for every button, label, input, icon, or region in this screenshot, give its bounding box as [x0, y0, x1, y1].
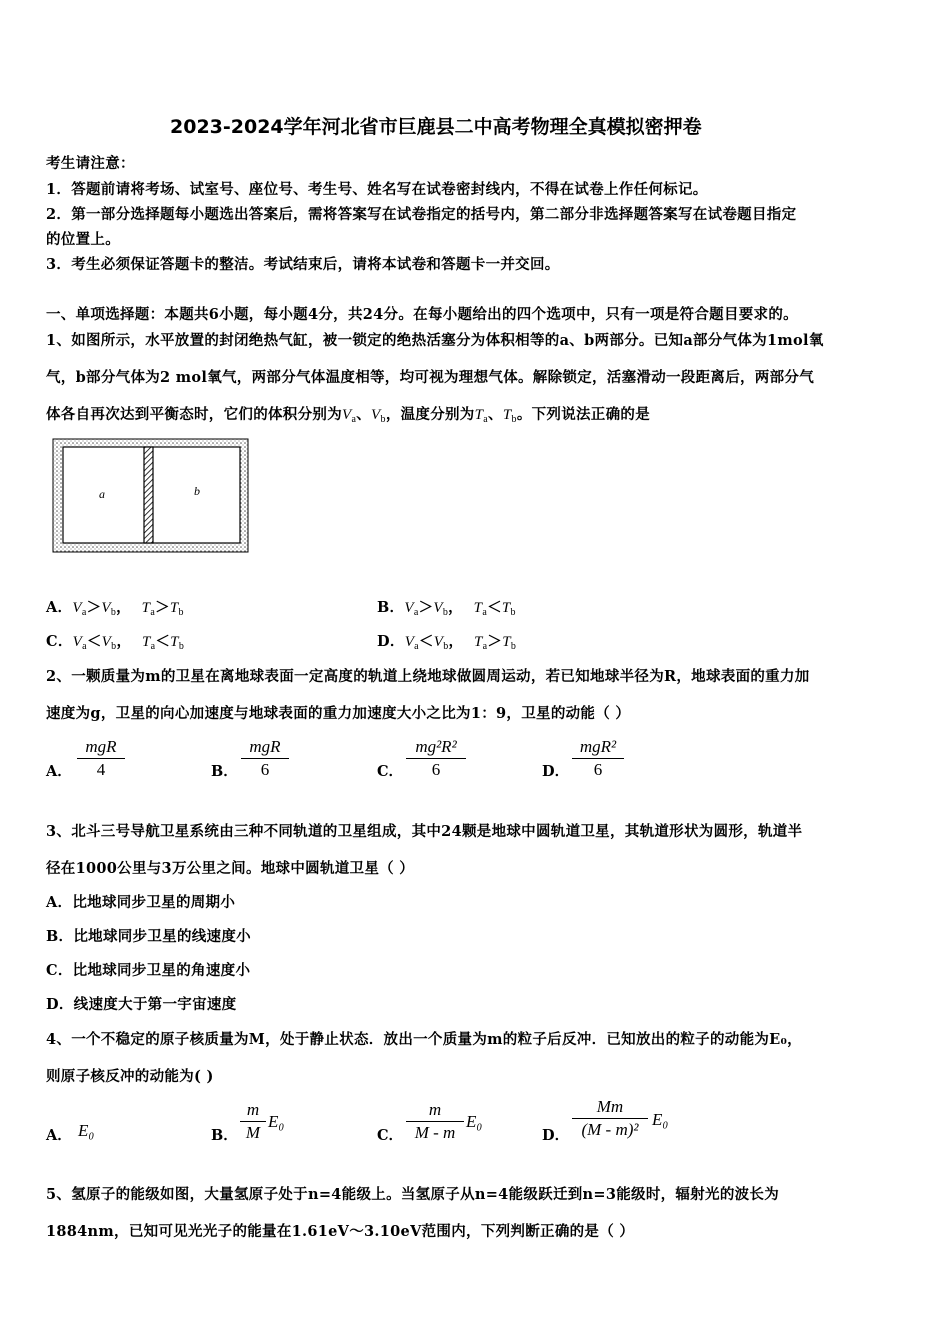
cylinder-figure	[52, 438, 250, 554]
label-b: b	[194, 484, 200, 498]
q2-option-d-formula: mgR² 6	[572, 737, 624, 780]
q4-option-b-formula: m M	[240, 1100, 266, 1143]
q4-option-d-tail: E₀	[652, 1110, 669, 1129]
section-heading: 一、单项选择题：本题共6小题，每小题4分，共24分。在每小题给出的四个选项中，只有一项是符合题目要求的。	[46, 306, 798, 323]
q4-option-c-label: C．	[377, 1127, 404, 1144]
q1-line-1: 1、如图所示，水平放置的封闭绝热气缸，被一锁定的绝热活塞分为体积相等的a、b两部分。已知a部分气体为1mol氧	[46, 332, 824, 349]
notice-heading: 考生请注意：	[46, 155, 135, 172]
q3-option-d: D．线速度大于第一宇宙速度	[46, 996, 237, 1013]
q4-option-d-label: D．	[542, 1127, 570, 1144]
q4-option-c-tail: E₀	[466, 1112, 483, 1131]
q4-option-a-formula: E₀	[78, 1121, 95, 1140]
q1-line-3: 体各自再次达到平衡态时，它们的体积分别为$V_a$、$V_b$，温度分别为$T_a$、$T_b$。下列说法正确的是	[46, 406, 651, 425]
notice-line-4: 3．考生必须保证答题卡的整洁。考试结束后，请将本试卷和答题卡一并交回。	[46, 256, 560, 273]
q3-option-c: C．比地球同步卫星的角速度小	[46, 962, 251, 979]
q3-line-1: 3、北斗三号导航卫星系统由三种不同轨道的卫星组成，其中24颗是地球中圆轨道卫星，其轨道形状为圆形，轨道半	[46, 823, 803, 840]
q2-option-a-label: A．	[46, 763, 72, 780]
q5-line-1: 5、氢原子的能级如图，大量氢原子处于n=4能级上。当氢原子从n=4能级跃迁到n=3能级时，辐射光的波长为	[46, 1186, 780, 1203]
notice-line-3: 的位置上。	[46, 231, 120, 248]
notice-line-2: 2．第一部分选择题每小题选出答案后，需将答案写在试卷指定的括号内，第二部分非选择题答案写在试卷题目指定	[46, 206, 797, 223]
q1-option-c: C．$V_a<V_b$， $T_a<T_b$	[46, 633, 185, 652]
q2-option-b-label: B．	[211, 763, 238, 780]
q2-option-c-label: C．	[377, 763, 404, 780]
q4-line-2: 则原子核反冲的动能为( )	[46, 1068, 214, 1085]
q1-option-d: D．$V_a<V_b$， $T_a>T_b$	[377, 633, 517, 652]
q4-option-a-label: A．	[46, 1127, 72, 1144]
q4-option-d-formula: Mm (M - m)²	[572, 1097, 648, 1140]
piston	[144, 447, 153, 543]
page-title: 2023-2024学年河北省市巨鹿县二中高考物理全真模拟密押卷	[170, 116, 702, 138]
q3-option-a: A．比地球同步卫星的周期小	[46, 894, 236, 911]
q4-option-b-label: B．	[211, 1127, 238, 1144]
q2-line-2: 速度为g，卫星的向心加速度与地球表面的重力加速度大小之比为1：9，卫星的动能（ ）	[46, 705, 631, 722]
q4-option-c-formula: m M - m	[406, 1100, 464, 1143]
q4-option-b-tail: E₀	[268, 1112, 285, 1131]
q2-option-b-formula: mgR 6	[241, 737, 289, 780]
q2-option-a-formula: mgR 4	[77, 737, 125, 780]
q1-line-2: 气，b部分气体为2 mol氧气，两部分气体温度相等，均可视为理想气体。解除锁定，活塞滑动一段距离后，两部分气	[46, 369, 814, 386]
q5-line-2: 1884nm，已知可见光光子的能量在1.61eV～3.10eV范围内，下列判断正确的是（ ）	[46, 1223, 635, 1240]
q2-option-c-formula: mg²R² 6	[406, 737, 466, 780]
label-a: a	[99, 487, 105, 501]
q2-line-1: 2、一颗质量为m的卫星在离地球表面一定高度的轨道上绕地球做圆周运动，若已知地球半径为R，地球表面的重力加	[46, 668, 810, 685]
q2-option-d-label: D．	[542, 763, 570, 780]
q1-option-b: B．$V_a>V_b$， $T_a<T_b$	[377, 599, 516, 618]
q3-option-b: B．比地球同步卫星的线速度小	[46, 928, 251, 945]
q1-option-a: A．$V_a>V_b$， $T_a>T_b$	[46, 599, 184, 618]
q3-line-2: 径在1000公里与3万公里之间。地球中圆轨道卫星（ ）	[46, 860, 415, 877]
q4-line-1: 4、一个不稳定的原子核质量为M，处于静止状态．放出一个质量为m的粒子后反冲．已知放出的粒子的动能为E₀，	[46, 1031, 802, 1048]
notice-line-1: 1．答题前请将考场、试室号、座位号、考生号、姓名写在试卷密封线内，不得在试卷上作任何标记。	[46, 181, 708, 198]
